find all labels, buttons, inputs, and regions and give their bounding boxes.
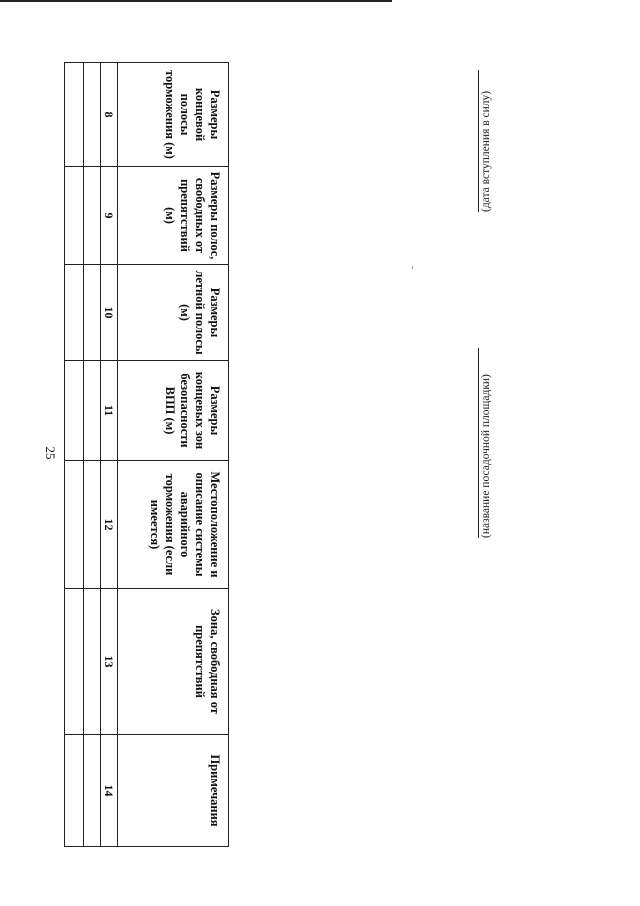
table-cell bbox=[84, 265, 101, 361]
table-cell bbox=[84, 735, 101, 847]
table-cell bbox=[84, 589, 101, 735]
site-name-caption: (название посадочной площадки) bbox=[478, 348, 492, 538]
table-row bbox=[84, 63, 101, 847]
column-number: 8 bbox=[101, 63, 118, 167]
table-cell bbox=[84, 361, 101, 461]
column-number: 12 bbox=[101, 461, 118, 589]
header-cell-resa: Размеры концевых зон безопасности ВПП (м) bbox=[118, 361, 229, 461]
table-cell bbox=[84, 63, 101, 167]
header-cell-stopway: Размеры концевой полосы торможения (м) bbox=[118, 63, 229, 167]
table-cell bbox=[84, 167, 101, 265]
header-row bbox=[118, 63, 229, 847]
header-cell-clearway: Размеры полос, свободных от препятствий (м) bbox=[118, 167, 229, 265]
table-container bbox=[69, 62, 229, 846]
site-name-signature-line bbox=[478, 348, 492, 538]
top-rule bbox=[0, 0, 392, 2]
table-cell bbox=[65, 361, 84, 461]
column-number: 13 bbox=[101, 589, 118, 735]
header-cell-arresting-system: Местоположение и описание системы аварийного торможения (если имеется) bbox=[118, 461, 229, 589]
column-number: 11 bbox=[101, 361, 118, 461]
page-number: 25 bbox=[43, 446, 58, 460]
column-number: 14 bbox=[101, 735, 118, 847]
aerodrome-characteristics-table bbox=[64, 62, 229, 847]
header-cell-obstacle-free-zone: Зона, свободная от препятствий bbox=[118, 589, 229, 735]
table-cell bbox=[65, 735, 84, 847]
effective-date-caption: (дата вступления в силу) bbox=[478, 70, 492, 212]
table-cell bbox=[65, 63, 84, 167]
column-number-row bbox=[101, 63, 118, 847]
header-cell-remarks: Примечания bbox=[118, 735, 229, 847]
column-number: 9 bbox=[101, 167, 118, 265]
table-cell bbox=[65, 265, 84, 361]
header-cell-runway-strip: Размеры летной полосы (м) bbox=[118, 265, 229, 361]
table-cell bbox=[65, 461, 84, 589]
table-cell bbox=[65, 167, 84, 265]
effective-date-signature-line bbox=[478, 70, 492, 212]
column-number: 10 bbox=[101, 265, 118, 361]
table-row bbox=[65, 63, 84, 847]
table-cell bbox=[65, 589, 84, 735]
scan-speck bbox=[412, 266, 413, 269]
table-cell bbox=[84, 461, 101, 589]
